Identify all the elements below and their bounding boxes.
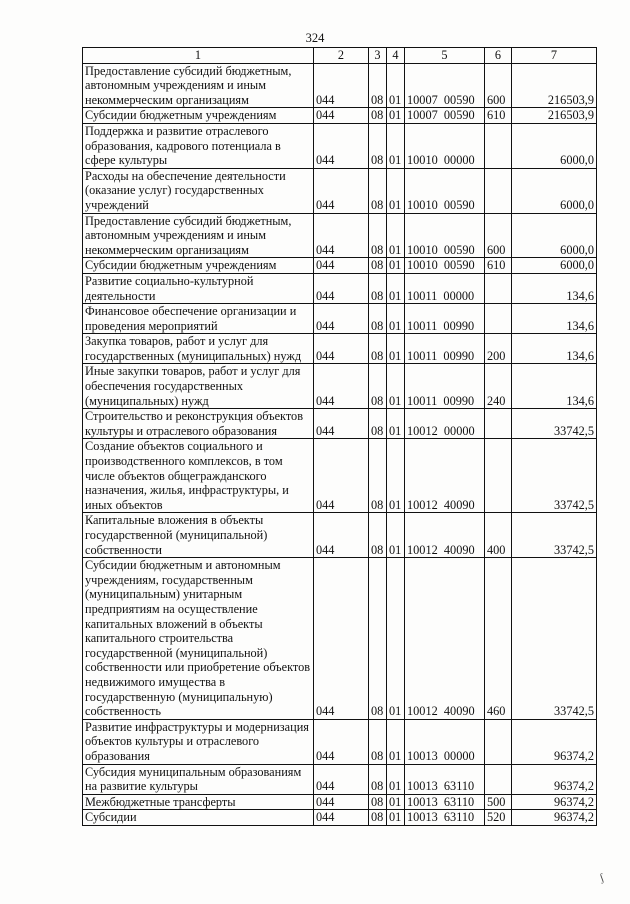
admin-code-cell: 044	[314, 304, 369, 334]
target-article-cell: 10007 00590	[405, 63, 485, 108]
expense-type-cell: 200	[485, 334, 512, 364]
amount-cell: 216503,9	[512, 63, 597, 108]
section-cell: 08	[369, 794, 387, 810]
target-article-cell: 10010 00590	[405, 168, 485, 213]
row-name-cell: Субсидии бюджетным учреждениям	[83, 108, 314, 124]
subsection-cell: 01	[387, 719, 405, 764]
target-article-cell: 10012 40090	[405, 513, 485, 558]
target-article-cell: 10010 00590	[405, 258, 485, 274]
subsection-cell: 01	[387, 168, 405, 213]
row-name-cell: Межбюджетные трансферты	[83, 794, 314, 810]
admin-code-cell: 044	[314, 334, 369, 364]
column-header: 6	[485, 48, 512, 64]
target-article-cell: 10013 63110	[405, 794, 485, 810]
amount-cell: 96374,2	[512, 794, 597, 810]
section-cell: 08	[369, 63, 387, 108]
column-header: 1	[83, 48, 314, 64]
table-row	[83, 439, 597, 513]
column-header: 4	[387, 48, 405, 64]
row-name-cell: Иные закупки товаров, работ и услуг для обеспечения государственных (муниципальных) нужд	[83, 364, 314, 409]
target-article-cell: 10013 00000	[405, 719, 485, 764]
table-row	[83, 409, 597, 439]
admin-code-cell: 044	[314, 513, 369, 558]
target-article-cell: 10012 00000	[405, 409, 485, 439]
target-article-cell: 10012 40090	[405, 439, 485, 513]
admin-code-cell: 044	[314, 409, 369, 439]
amount-cell: 6000,0	[512, 123, 597, 168]
section-cell: 08	[369, 558, 387, 720]
admin-code-cell: 044	[314, 719, 369, 764]
row-name-cell: Предоставление субсидий бюджетным, автономным учреждениям и иным некоммерческим организациям	[83, 63, 314, 108]
admin-code-cell: 044	[314, 123, 369, 168]
admin-code-cell: 044	[314, 764, 369, 794]
subsection-cell: 01	[387, 364, 405, 409]
target-article-cell: 10010 00000	[405, 123, 485, 168]
section-cell: 08	[369, 123, 387, 168]
section-cell: 08	[369, 513, 387, 558]
row-name-cell: Субсидии бюджетным учреждениям	[83, 258, 314, 274]
section-cell: 08	[369, 719, 387, 764]
admin-code-cell: 044	[314, 364, 369, 409]
table-row	[83, 258, 597, 274]
section-cell: 08	[369, 334, 387, 364]
amount-cell: 134,6	[512, 334, 597, 364]
target-article-cell: 10012 40090	[405, 558, 485, 720]
row-name-cell: Строительство и реконструкция объектов культуры и отраслевого образования	[83, 409, 314, 439]
table-row	[83, 304, 597, 334]
expense-type-cell: 610	[485, 258, 512, 274]
page-number: 324	[305, 31, 325, 45]
section-cell: 08	[369, 168, 387, 213]
admin-code-cell: 044	[314, 108, 369, 124]
table-row	[83, 810, 597, 826]
amount-cell: 134,6	[512, 304, 597, 334]
row-name-cell: Поддержка и развитие отраслевого образования, кадрового потенциала в сфере культуры	[83, 123, 314, 168]
subsection-cell: 01	[387, 304, 405, 334]
subsection-cell: 01	[387, 63, 405, 108]
column-header: 2	[314, 48, 369, 64]
expense-type-cell	[485, 304, 512, 334]
expense-type-cell	[485, 168, 512, 213]
amount-cell: 33742,5	[512, 409, 597, 439]
column-header: 5	[405, 48, 485, 64]
target-article-cell: 10011 00990	[405, 304, 485, 334]
subsection-cell: 01	[387, 334, 405, 364]
table-body	[83, 63, 597, 825]
admin-code-cell: 044	[314, 439, 369, 513]
amount-cell: 134,6	[512, 364, 597, 409]
subsection-cell: 01	[387, 108, 405, 124]
amount-cell: 33742,5	[512, 513, 597, 558]
subsection-cell: 01	[387, 273, 405, 303]
row-name-cell: Капитальные вложения в объекты государственной (муниципальной) собственности	[83, 513, 314, 558]
target-article-cell: 10011 00990	[405, 364, 485, 409]
section-cell: 08	[369, 439, 387, 513]
row-name-cell: Финансовое обеспечение организации и проведения мероприятий	[83, 304, 314, 334]
amount-cell: 6000,0	[512, 213, 597, 258]
table-row	[83, 63, 597, 108]
table-row	[83, 719, 597, 764]
budget-table	[82, 47, 597, 826]
row-name-cell: Создание объектов социального и производственного комплексов, в том числе объектов общегражданского назначения, жилья, инфраструктуры, и иных объектов	[83, 439, 314, 513]
row-name-cell: Субсидии бюджетным и автономным учреждениям, государственным (муниципальным) унитарным предприятиям на осуществление капитальных вложений в объекты капитального строительства государственной (муниципальной) собственности или приобретение объектов недвижимого имущества в государственную (муниципальную) собственность	[83, 558, 314, 720]
row-name-cell: Расходы на обеспечение деятельности (оказание услуг) государственных учреждений	[83, 168, 314, 213]
table-row	[83, 273, 597, 303]
expense-type-cell: 520	[485, 810, 512, 826]
section-cell: 08	[369, 258, 387, 274]
expense-type-cell: 500	[485, 794, 512, 810]
section-cell: 08	[369, 304, 387, 334]
row-name-cell: Субсидия муниципальным образованиям на развитие культуры	[83, 764, 314, 794]
expense-type-cell: 460	[485, 558, 512, 720]
expense-type-cell: 400	[485, 513, 512, 558]
table-row	[83, 168, 597, 213]
expense-type-cell: 600	[485, 213, 512, 258]
table-row	[83, 764, 597, 794]
section-cell: 08	[369, 810, 387, 826]
table-row	[83, 794, 597, 810]
subsection-cell: 01	[387, 764, 405, 794]
admin-code-cell: 044	[314, 810, 369, 826]
table-row	[83, 558, 597, 720]
table-row	[83, 123, 597, 168]
row-name-cell: Развитие инфраструктуры и модернизация объектов культуры и отраслевого образования	[83, 719, 314, 764]
row-name-cell: Развитие социально-культурной деятельности	[83, 273, 314, 303]
expense-type-cell	[485, 409, 512, 439]
section-cell: 08	[369, 273, 387, 303]
column-header: 7	[512, 48, 597, 64]
subsection-cell: 01	[387, 213, 405, 258]
target-article-cell: 10013 63110	[405, 764, 485, 794]
subsection-cell: 01	[387, 810, 405, 826]
expense-type-cell: 240	[485, 364, 512, 409]
amount-cell: 96374,2	[512, 764, 597, 794]
table-row	[83, 364, 597, 409]
subsection-cell: 01	[387, 258, 405, 274]
expense-type-cell	[485, 439, 512, 513]
expense-type-cell: 600	[485, 63, 512, 108]
admin-code-cell: 044	[314, 63, 369, 108]
section-cell: 08	[369, 213, 387, 258]
admin-code-cell: 044	[314, 273, 369, 303]
target-article-cell: 10011 00990	[405, 334, 485, 364]
expense-type-cell: 610	[485, 108, 512, 124]
admin-code-cell: 044	[314, 213, 369, 258]
section-cell: 08	[369, 764, 387, 794]
admin-code-cell: 044	[314, 794, 369, 810]
target-article-cell: 10011 00000	[405, 273, 485, 303]
section-cell: 08	[369, 108, 387, 124]
target-article-cell: 10013 63110	[405, 810, 485, 826]
row-name-cell: Предоставление субсидий бюджетным, автономным учреждениям и иным некоммерческим организациям	[83, 213, 314, 258]
amount-cell: 134,6	[512, 273, 597, 303]
amount-cell: 216503,9	[512, 108, 597, 124]
row-name-cell: Субсидии	[83, 810, 314, 826]
amount-cell: 6000,0	[512, 168, 597, 213]
table-row	[83, 213, 597, 258]
subsection-cell: 01	[387, 123, 405, 168]
expense-type-cell	[485, 123, 512, 168]
amount-cell: 33742,5	[512, 439, 597, 513]
amount-cell: 96374,2	[512, 719, 597, 764]
subsection-cell: 01	[387, 409, 405, 439]
expense-type-cell	[485, 719, 512, 764]
target-article-cell: 10007 00590	[405, 108, 485, 124]
expense-type-cell	[485, 273, 512, 303]
subsection-cell: 01	[387, 558, 405, 720]
header-row	[83, 48, 597, 64]
table-row	[83, 513, 597, 558]
target-article-cell: 10010 00590	[405, 213, 485, 258]
subsection-cell: 01	[387, 794, 405, 810]
amount-cell: 96374,2	[512, 810, 597, 826]
subsection-cell: 01	[387, 439, 405, 513]
table-row	[83, 334, 597, 364]
table-row	[83, 108, 597, 124]
admin-code-cell: 044	[314, 168, 369, 213]
section-cell: 08	[369, 409, 387, 439]
amount-cell: 33742,5	[512, 558, 597, 720]
section-cell: 08	[369, 364, 387, 409]
expense-type-cell	[485, 764, 512, 794]
column-header: 3	[369, 48, 387, 64]
pen-mark: ʃ	[598, 871, 606, 885]
row-name-cell: Закупка товаров, работ и услуг для государственных (муниципальных) нужд	[83, 334, 314, 364]
amount-cell: 6000,0	[512, 258, 597, 274]
admin-code-cell: 044	[314, 258, 369, 274]
admin-code-cell: 044	[314, 558, 369, 720]
subsection-cell: 01	[387, 513, 405, 558]
